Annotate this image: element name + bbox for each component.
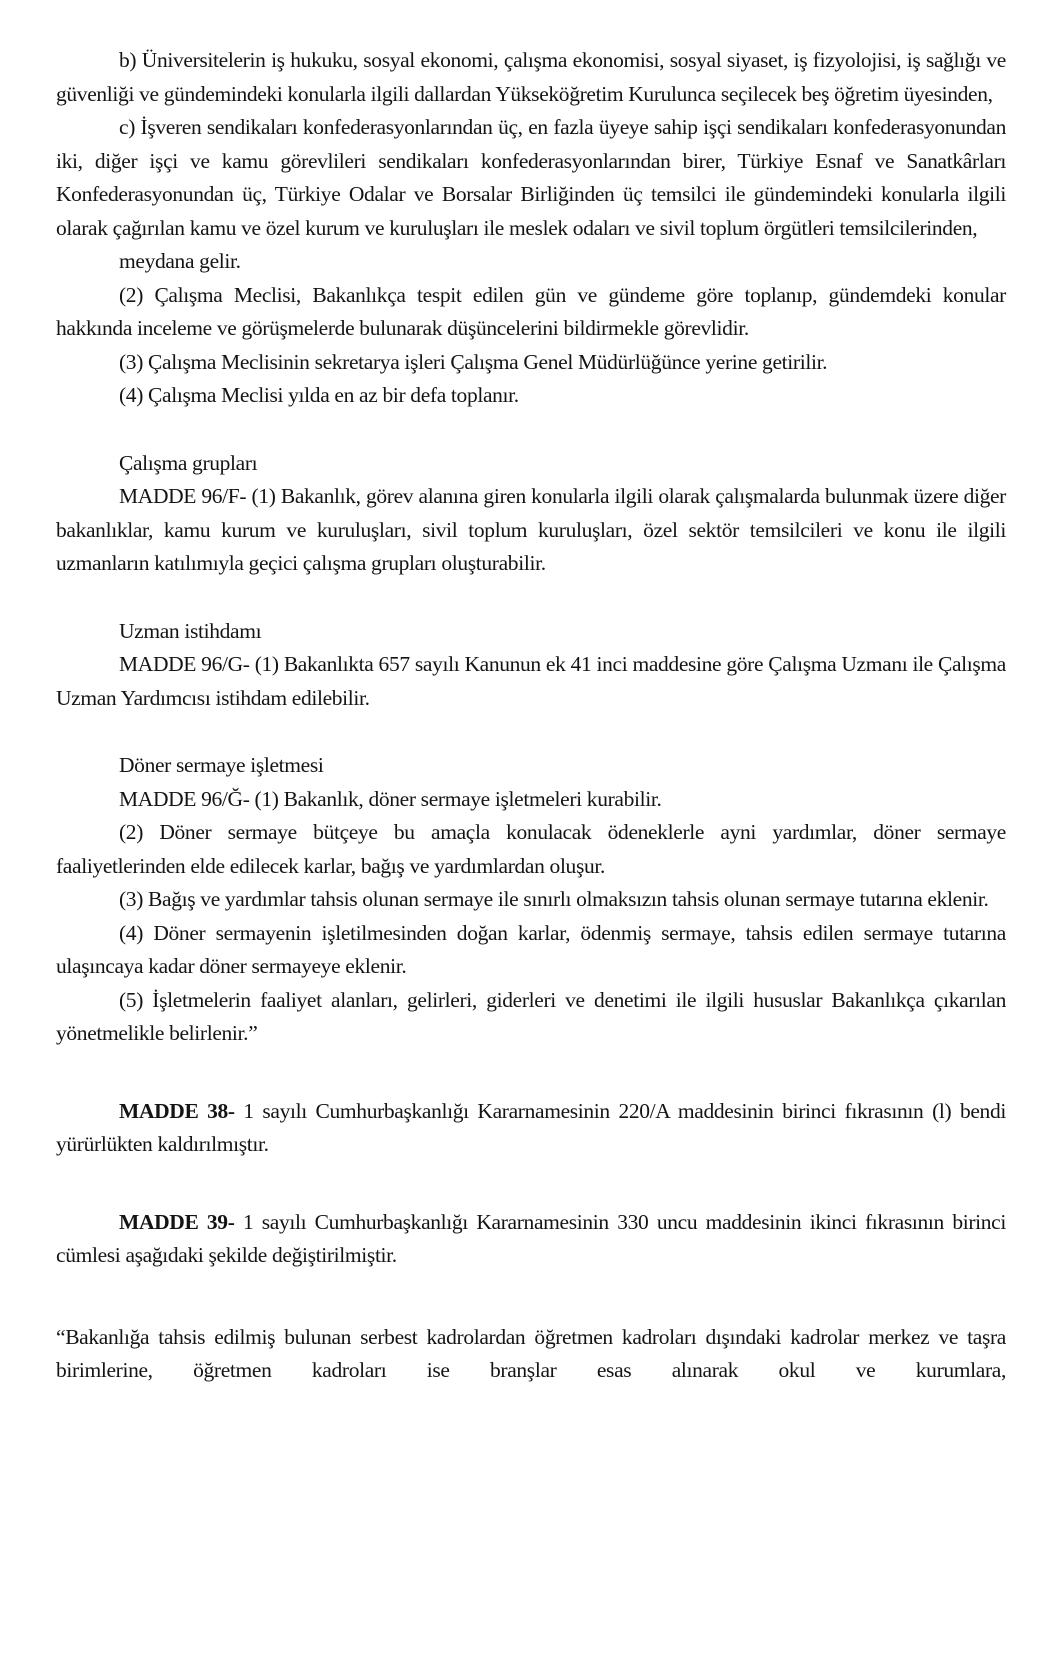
clause-c: c) İşveren sendikaları konfederasyonlarından üç, en fazla üyeye sahip işçi sendikaları konfederasyonundan iki, diğer işçi ve kamu görevlileri sendikaları konfederasyonlarından birer, Türkiye Esnaf ve Sanatkârları Konfederasyonundan üç, Türkiye Odalar ve Borsalar Birliğinden üç temsilci ile gündemindeki konularla ilgili olarak çağırılan kamu ve özel kurum ve kuruluşları ile meslek odaları ve sivil toplum örgütleri temsilcilerinden,	[56, 115, 1006, 240]
clause-conclusion: meydana gelir.	[119, 249, 241, 273]
section-heading-expert-employment: Uzman istihdamı	[119, 618, 262, 643]
article-39	[56, 1206, 1006, 1273]
clause-b: b) Üniversitelerin iş hukuku, sosyal ekonomi, çalışma ekonomisi, sosyal siyaset, iş fizyolojisi, iş sağlığı ve güvenliği ve gündemindeki konularla ilgili dallardan Yükseköğretim Kurulunca seçilecek beş öğretim üyesinden,	[56, 48, 1006, 106]
article-96gh-1: MADDE 96/Ğ- (1) Bakanlık, döner sermaye işletmeleri kurabilir.	[119, 786, 662, 811]
article-38-label: MADDE 38-	[119, 1098, 235, 1123]
document-page	[56, 44, 1006, 1388]
article-96gh-4: (4) Döner sermayenin işletilmesinden doğan karlar, ödenmiş sermaye, tahsis edilen sermaye tutarına ulaşıncaya kadar döner sermayeye eklenir.	[56, 920, 1006, 978]
paragraph-4: (4) Çalışma Meclisi yılda en az bir defa toplanır.	[119, 383, 519, 407]
article-39-label: MADDE 39-	[119, 1209, 235, 1234]
paragraph-2: (2) Çalışma Meclisi, Bakanlıkça tespit edilen gün ve gündeme göre toplanıp, gündemdeki konular hakkında inceleme ve görüşmelerde bulunarak düşüncelerini bildirmekle görevlidir.	[56, 282, 1006, 340]
article-96gh-3: (3) Bağış ve yardımlar tahsis olunan sermaye ile sınırlı olmaksızın tahsis olunan sermaye tutarına eklenir.	[119, 887, 989, 911]
article-96f: MADDE 96/F- (1) Bakanlık, görev alanına giren konularla ilgili olarak çalışmalarda bulunmak üzere diğer bakanlıklar, kamu kurum ve kuruluşları, sivil toplum kuruluşları, özel sektör temsilcileri ve konu ile ilgili uzmanların katılımıyla geçici çalışma grupları oluşturabilir.	[56, 484, 1006, 575]
article-96g: MADDE 96/G- (1) Bakanlıkta 657 sayılı Kanunun ek 41 inci maddesine göre Çalışma Uzmanı ile Çalışma Uzman Yardımcısı istihdam edilebilir.	[56, 652, 1006, 710]
section-heading-revolving-fund: Döner sermaye işletmesi	[119, 753, 324, 777]
article-39-text: 1 sayılı Cumhurbaşkanlığı Kararnamesinin 330 uncu maddesinin ikinci fıkrasının birinci cümlesi aşağıdaki şekilde değiştirilmiştir.	[56, 1209, 1006, 1267]
article-38	[56, 1095, 1006, 1162]
paragraph-3: (3) Çalışma Meclisinin sekretarya işleri Çalışma Genel Müdürlüğünce yerine getirilir.	[119, 349, 828, 374]
article-38-text: 1 sayılı Cumhurbaşkanlığı Kararnamesinin 220/A maddesinin birinci fıkrasının (l) bendi yürürlükten kaldırılmıştır.	[56, 1098, 1006, 1156]
amended-sentence-quote: “Bakanlığa tahsis edilmiş bulunan serbest kadrolardan öğretmen kadroları dışındaki kadrolar merkez ve taşra birimlerine, öğretmen kadroları ise branşlar esas alınarak okul ve kurumlara,	[56, 1324, 1006, 1382]
article-96gh-5: (5) İşletmelerin faaliyet alanları, gelirleri, giderleri ve denetimi ile ilgili hususlar Bakanlıkça çıkarılan yönetmelikle belirlenir.”	[56, 987, 1006, 1045]
section-heading-working-groups: Çalışma grupları	[119, 450, 258, 475]
article-96gh-2: (2) Döner sermaye bütçeye bu amaçla konulacak ödeneklerle ayni yardımlar, döner sermaye faaliyetlerinden elde edilecek karlar, bağış ve yardımlardan oluşur.	[56, 820, 1006, 878]
